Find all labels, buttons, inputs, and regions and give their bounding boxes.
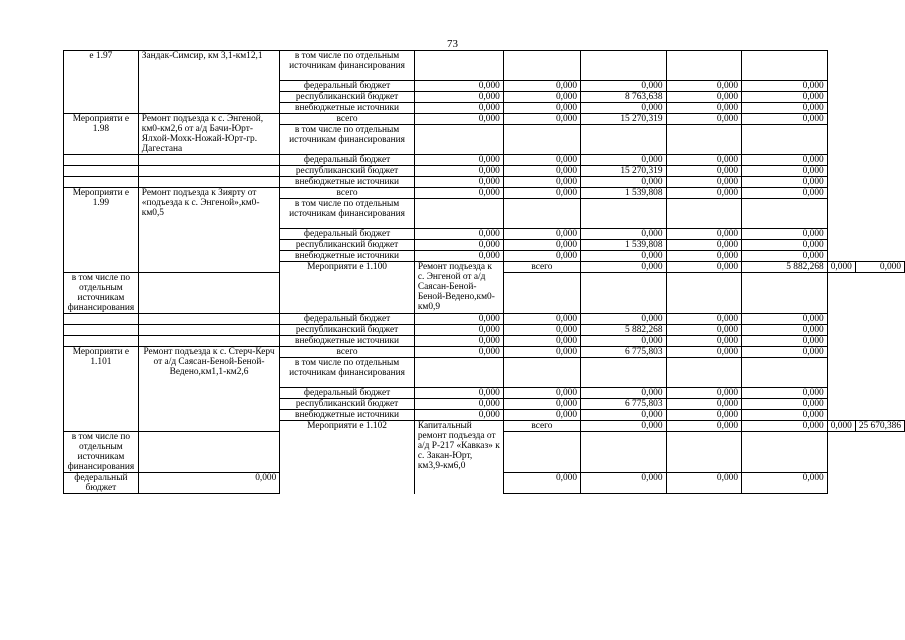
value-cell: 0,000 [503, 103, 580, 114]
empty-cell [666, 125, 742, 155]
empty-cell [503, 273, 580, 314]
value-cell: 0,000 [742, 155, 828, 166]
value-cell: 0,000 [666, 347, 742, 358]
empty-cell [503, 432, 580, 473]
value-cell: 0,000 [666, 410, 742, 421]
value-cell: 0,000 [827, 262, 855, 273]
empty-cell [138, 336, 280, 347]
value-cell: 0,000 [742, 188, 828, 199]
source-label-federal: федеральный бюджет [280, 388, 415, 399]
value-cell: 0,000 [666, 166, 742, 177]
source-label-republic: республиканский бюджет [280, 399, 415, 410]
source-label-total: всего [280, 114, 415, 125]
value-cell: 0,000 [503, 388, 580, 399]
value-cell: 0,000 [581, 81, 666, 92]
value-cell: 0,000 [742, 410, 828, 421]
value-cell: 0,000 [666, 155, 742, 166]
value-cell: 0,000 [666, 81, 742, 92]
empty-cell [581, 358, 666, 388]
value-cell: 0,000 [503, 251, 580, 262]
table-row [64, 177, 905, 188]
value-cell: 0,000 [855, 262, 904, 273]
value-cell: 0,000 [666, 325, 742, 336]
empty-cell [414, 358, 503, 388]
empty-cell [138, 273, 280, 314]
empty-cell [138, 177, 280, 188]
table-row [64, 155, 905, 166]
source-label-offbudget: внебюджетные источники [280, 251, 415, 262]
value-cell: 0,000 [581, 262, 666, 273]
value-cell: 0,000 [666, 388, 742, 399]
measure-name: Капитальный ремонт подъезда от а/д Р-217 «Кавказ» к с. Закан-Юрт, км3,9-км6,0 [414, 421, 503, 494]
value-cell: 0,000 [414, 347, 503, 358]
source-label-incl: в том числе по отдельным источникам финансирования [64, 432, 139, 473]
source-label-federal: федеральный бюджет [280, 81, 415, 92]
measure-name: Ремонт подъезда к с. Энгеной от а/д Саясан-Беной-Беной-Ведено,км0-км0,9 [414, 262, 503, 314]
value-cell: 0,000 [666, 114, 742, 125]
source-label-incl: в том числе по отдельным источникам финансирования [280, 125, 415, 155]
empty-cell [666, 51, 742, 81]
empty-cell [742, 358, 828, 388]
measure-name: Ремонт подъезда к Зиярту от «подъезда к с. Энгеной»,км0-км0,5 [138, 188, 280, 273]
value-cell: 0,000 [742, 177, 828, 188]
value-cell: 0,000 [666, 399, 742, 410]
source-label-offbudget: внебюджетные источники [280, 410, 415, 421]
value-cell: 8 763,638 [581, 92, 666, 103]
empty-cell [138, 155, 280, 166]
value-cell: 0,000 [503, 347, 580, 358]
value-cell: 15 270,319 [581, 114, 666, 125]
value-cell: 0,000 [138, 473, 280, 494]
value-cell: 0,000 [742, 388, 828, 399]
value-cell: 0,000 [414, 240, 503, 251]
value-cell: 0,000 [666, 473, 742, 494]
value-cell: 0,000 [503, 336, 580, 347]
value-cell: 0,000 [503, 81, 580, 92]
value-cell: 0,000 [414, 166, 503, 177]
source-label-incl: в том числе по отдельным источникам финансирования [280, 51, 415, 81]
value-cell: 6 775,803 [581, 399, 666, 410]
source-label-republic: республиканский бюджет [280, 240, 415, 251]
empty-cell [414, 199, 503, 229]
empty-cell [581, 273, 666, 314]
value-cell: 0,000 [503, 166, 580, 177]
value-cell: 0,000 [414, 336, 503, 347]
value-cell: 5 882,268 [581, 325, 666, 336]
empty-cell [414, 125, 503, 155]
empty-cell [503, 358, 580, 388]
value-cell: 0,000 [742, 229, 828, 240]
value-cell: 0,000 [581, 473, 666, 494]
source-label-federal: федеральный бюджет [280, 155, 415, 166]
value-cell: 0,000 [742, 421, 828, 432]
source-label-total: всего [280, 347, 415, 358]
value-cell: 0,000 [581, 421, 666, 432]
empty-cell [414, 51, 503, 81]
value-cell: 0,000 [742, 166, 828, 177]
source-label-federal: федеральный бюджет [280, 229, 415, 240]
value-cell: 0,000 [414, 410, 503, 421]
source-label-federal: федеральный бюджет [280, 314, 415, 325]
table-row [64, 314, 905, 325]
empty-cell [64, 177, 139, 188]
source-label-federal: федеральный бюджет [64, 473, 139, 494]
empty-cell [666, 358, 742, 388]
empty-cell [64, 314, 139, 325]
empty-cell [581, 432, 666, 473]
value-cell: 0,000 [742, 103, 828, 114]
empty-cell [64, 155, 139, 166]
empty-cell [503, 51, 580, 81]
value-cell: 0,000 [666, 103, 742, 114]
value-cell: 0,000 [414, 325, 503, 336]
value-cell: 0,000 [666, 240, 742, 251]
measure-id: Мероприяти е 1.101 [64, 347, 139, 432]
value-cell: 0,000 [503, 114, 580, 125]
value-cell: 0,000 [666, 262, 742, 273]
value-cell: 0,000 [666, 188, 742, 199]
empty-cell [581, 125, 666, 155]
table-row [64, 325, 905, 336]
value-cell: 0,000 [581, 155, 666, 166]
value-cell: 0,000 [414, 229, 503, 240]
empty-cell [64, 325, 139, 336]
value-cell: 0,000 [742, 92, 828, 103]
value-cell: 0,000 [742, 399, 828, 410]
value-cell: 0,000 [827, 421, 855, 432]
value-cell: 0,000 [581, 251, 666, 262]
value-cell: 0,000 [581, 388, 666, 399]
value-cell: 0,000 [666, 336, 742, 347]
empty-cell [666, 199, 742, 229]
value-cell: 1 539,808 [581, 240, 666, 251]
measure-name: Ремонт подъезда к с. Стерч-Керч от а/д Саясан-Беной-Беной-Ведено,км1,1-км2,6 [138, 347, 280, 432]
value-cell: 0,000 [581, 410, 666, 421]
empty-cell [64, 336, 139, 347]
value-cell: 1 539,808 [581, 188, 666, 199]
value-cell: 0,000 [666, 421, 742, 432]
value-cell: 0,000 [581, 229, 666, 240]
table-row [64, 188, 905, 199]
value-cell: 0,000 [742, 336, 828, 347]
source-label-incl: в том числе по отдельным источникам финансирования [64, 273, 139, 314]
source-label-republic: республиканский бюджет [280, 166, 415, 177]
source-label-incl: в том числе по отдельным источникам финансирования [280, 358, 415, 388]
source-label-offbudget: внебюджетные источники [280, 177, 415, 188]
empty-cell [666, 432, 742, 473]
measure-id: Мероприяти е 1.99 [64, 188, 139, 273]
value-cell: 6 775,803 [581, 347, 666, 358]
value-cell: 0,000 [414, 251, 503, 262]
value-cell: 0,000 [503, 92, 580, 103]
value-cell: 0,000 [666, 314, 742, 325]
value-cell: 0,000 [503, 399, 580, 410]
value-cell: 0,000 [503, 410, 580, 421]
source-label-total: всего [503, 262, 580, 273]
value-cell: 0,000 [742, 325, 828, 336]
value-cell: 0,000 [414, 314, 503, 325]
value-cell: 0,000 [503, 155, 580, 166]
value-cell: 0,000 [581, 103, 666, 114]
empty-cell [581, 199, 666, 229]
empty-cell [742, 199, 828, 229]
value-cell: 0,000 [666, 92, 742, 103]
page-number: 73 [447, 38, 458, 50]
value-cell: 0,000 [503, 177, 580, 188]
value-cell: 0,000 [666, 177, 742, 188]
value-cell: 0,000 [503, 473, 580, 494]
empty-cell [138, 166, 280, 177]
value-cell: 0,000 [742, 114, 828, 125]
table-row [64, 336, 905, 347]
value-cell: 0,000 [666, 229, 742, 240]
empty-cell [742, 273, 828, 314]
value-cell: 0,000 [414, 103, 503, 114]
empty-cell [742, 125, 828, 155]
table-body [64, 51, 905, 494]
measure-name: Зандак-Симсир, км 3,1-км12,1 [138, 51, 280, 114]
table-row [64, 166, 905, 177]
empty-cell [138, 314, 280, 325]
empty-cell [666, 273, 742, 314]
value-cell: 0,000 [503, 229, 580, 240]
value-cell: 0,000 [414, 188, 503, 199]
value-cell: 0,000 [581, 336, 666, 347]
value-cell: 0,000 [414, 92, 503, 103]
source-label-total: всего [503, 421, 580, 432]
source-label-incl: в том числе по отдельным источникам финансирования [280, 199, 415, 229]
value-cell: 5 882,268 [742, 262, 828, 273]
value-cell: 0,000 [503, 240, 580, 251]
value-cell: 0,000 [503, 188, 580, 199]
empty-cell [503, 199, 580, 229]
source-label-total: всего [280, 188, 415, 199]
measure-id: е 1.97 [64, 51, 139, 114]
empty-cell [64, 166, 139, 177]
measure-id: Мероприяти е 1.98 [64, 114, 139, 155]
value-cell: 0,000 [581, 314, 666, 325]
value-cell: 0,000 [414, 114, 503, 125]
empty-cell [503, 125, 580, 155]
empty-cell [742, 51, 828, 81]
value-cell: 0,000 [581, 177, 666, 188]
value-cell: 0,000 [742, 347, 828, 358]
source-label-republic: республиканский бюджет [280, 325, 415, 336]
value-cell: 0,000 [742, 251, 828, 262]
financing-table [63, 50, 905, 494]
value-cell: 0,000 [742, 473, 828, 494]
measure-id: Мероприяти е 1.102 [280, 421, 415, 494]
source-label-offbudget: внебюджетные источники [280, 336, 415, 347]
value-cell: 15 270,319 [581, 166, 666, 177]
empty-cell [581, 51, 666, 81]
value-cell: 0,000 [666, 251, 742, 262]
table-row [64, 114, 905, 125]
empty-cell [742, 432, 828, 473]
value-cell: 0,000 [414, 388, 503, 399]
empty-cell [138, 432, 280, 473]
value-cell: 0,000 [742, 240, 828, 251]
table-row [64, 51, 905, 81]
source-label-republic: республиканский бюджет [280, 92, 415, 103]
value-cell: 0,000 [414, 177, 503, 188]
empty-cell [138, 325, 280, 336]
value-cell: 0,000 [414, 81, 503, 92]
value-cell: 0,000 [503, 314, 580, 325]
value-cell: 0,000 [742, 314, 828, 325]
source-label-offbudget: внебюджетные источники [280, 103, 415, 114]
value-cell: 25 670,386 [855, 421, 904, 432]
value-cell: 0,000 [414, 399, 503, 410]
value-cell: 0,000 [503, 325, 580, 336]
measure-id: Мероприяти е 1.100 [280, 262, 415, 314]
value-cell: 0,000 [742, 81, 828, 92]
value-cell: 0,000 [414, 155, 503, 166]
measure-name: Ремонт подъезда к с. Энгеной, км0-км2,6 от а/д Бачи-Юрт-Ялхой-Мохк-Ножай-Юрт-гр. Дагестана [138, 114, 280, 155]
table-row [64, 347, 905, 358]
